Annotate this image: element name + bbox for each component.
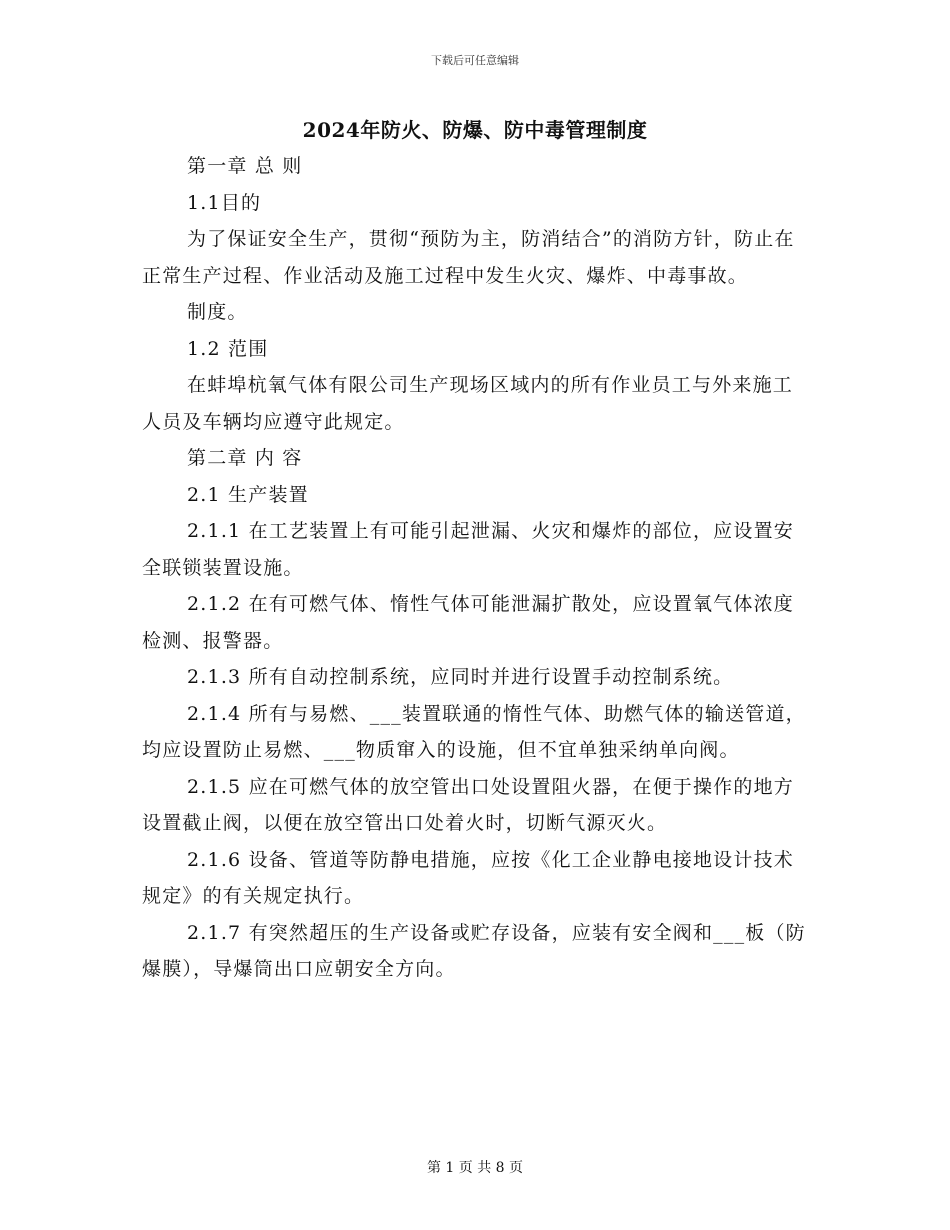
chapter-2-heading: 第二章 内 容: [187, 447, 303, 469]
section-2-1-heading: 2.1 生产装置: [187, 483, 309, 506]
document-body: [142, 148, 812, 988]
page-number: 第 1 页 共 8 页: [426, 1160, 524, 1176]
paragraph-system: 制度。: [187, 301, 248, 323]
header-note: 下载后可任意编辑: [431, 54, 519, 67]
chapter-1-heading: 第一章 总 则: [187, 155, 303, 177]
clause-2-1-3: 2.1.3 所有自动控制系统，应同时并进行设置手动控制系统。: [187, 666, 734, 688]
document-title: 2024年防火、防爆、防中毒管理制度: [302, 118, 648, 142]
clause-2-1-1: 2.1.1 在工艺装置上有可能引起泄漏、火灾和爆炸的部位，应设置安全联锁装置设施。: [142, 520, 794, 579]
paragraph-scope: 在蚌埠杭氧气体有限公司生产现场区域内的所有作业员工与外来施工人员及车辆均应遵守此规定。: [142, 374, 794, 433]
clause-2-1-2: 2.1.2 在有可燃气体、惰性气体可能泄漏扩散处，应设置氧气体浓度检测、报警器。: [142, 593, 794, 652]
section-1-2-heading: 1.2 范围: [187, 337, 269, 360]
clause-2-1-7: 2.1.7 有突然超压的生产设备或贮存设备，应装有安全阀和___板（防爆膜），导爆筒出口应朝安全方向。: [142, 921, 806, 980]
clause-2-1-6: 2.1.6 设备、管道等防静电措施，应按《化工企业静电接地设计技术规定》的有关规定执行。: [142, 848, 794, 907]
clause-2-1-5: 2.1.5 应在可燃气体的放空管出口处设置阻火器，在便于操作的地方设置截止阀，以便在放空管出口处着火时，切断气源灭火。: [142, 775, 794, 834]
clause-2-1-4: 2.1.4 所有与易燃、___装置联通的惰性气体、助燃气体的输送管道，均应设置防止易燃、___物质窜入的设施，但不宜单独采纳单向阀。: [142, 702, 806, 761]
section-1-1-heading: 1.1目的: [187, 191, 262, 214]
paragraph-purpose: 为了保证安全生产，贯彻“预防为主，防消结合”的消防方针，防止在正常生产过程、作业活动及施工过程中发生火灾、爆炸、中毒事故。: [142, 228, 795, 287]
